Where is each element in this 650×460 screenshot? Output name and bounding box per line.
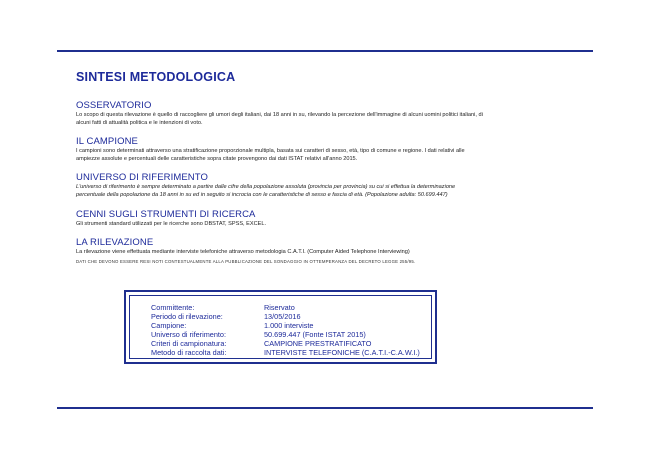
section-heading: CENNI SUGLI STRUMENTI DI RICERCA <box>76 208 256 220</box>
section-body <box>76 221 576 229</box>
summary-box <box>124 290 437 364</box>
summary-row-periodo <box>151 312 301 321</box>
section-body <box>76 148 576 163</box>
summary-label: Periodo di rilevazione: <box>151 312 223 321</box>
methodology-content <box>76 70 576 273</box>
section-rilevazione <box>76 237 576 264</box>
summary-box-inner <box>129 295 432 359</box>
section-body <box>76 249 576 257</box>
body-line: ampiezze assolute e percentuali delle caratteristiche sopra citate provengono dai dati ISTAT relativi all'anno 2015. <box>76 155 358 162</box>
section-heading: LA RILEVAZIONE <box>76 237 154 249</box>
section-body <box>76 184 576 199</box>
summary-label: Metodo di raccolta dati: <box>151 348 227 357</box>
summary-label: Committente: <box>151 303 195 312</box>
section-heading: IL CAMPIONE <box>76 136 138 148</box>
page-title: SINTESI METODOLOGICA <box>76 70 236 84</box>
body-line: I campioni sono determinati attraverso una stratificazione proporzionale multipla, basata sui caratteri di sesso, età, tipo di comune e regione. I dati relativi alle <box>76 148 465 155</box>
summary-value: INTERVISTE TELEFONICHE (C.A.T.I.-C.A.W.I.) <box>264 348 420 357</box>
section-campione <box>76 136 576 163</box>
summary-value: 1.000 interviste <box>264 321 314 330</box>
body-line: alcuni fatti di attualità politica e le intenzioni di voto. <box>76 119 203 126</box>
body-line: Gli strumenti standard utilizzati per le ricerche sono DBSTAT, SPSS, EXCEL. <box>76 220 267 227</box>
summary-label: Universo di riferimento: <box>151 330 227 339</box>
section-body <box>76 112 576 127</box>
body-line: L'universo di riferimento è sempre determinato a partire dalle cifre della popolazione assoluta (provincia per provincia) su cui si effettua la determinazione <box>76 184 456 191</box>
summary-label: Criteri di campionatura: <box>151 339 227 348</box>
summary-row-campione <box>151 321 314 330</box>
legal-disclaimer: DATI CHE DEVONO ESSERE RESI NOTI CONTESTUALMENTE ALLA PUBBLICAZIONE DEL SONDAGGIO IN OTTEMPERANZA DEL DECRETO LEGGE 255/95. <box>76 258 416 264</box>
summary-value: CAMPIONE PRESTRATIFICATO <box>264 339 372 348</box>
summary-row-criteri <box>151 339 371 348</box>
top-divider <box>57 50 593 52</box>
bottom-divider <box>57 407 593 409</box>
body-line: Lo scopo di questa rilevazione è quello di raccogliere gli umori degli italiani, dai 18 anni in su, rilevando la percezione dell'immagine di alcuni uomini politici italiani, di <box>76 112 483 118</box>
summary-value: Riservato <box>264 303 295 312</box>
section-osservatorio <box>76 100 576 127</box>
section-heading: OSSERVATORIO <box>76 100 152 111</box>
summary-value: 13/05/2016 <box>264 312 301 321</box>
body-line: percentuale della popolazione da 18 anni in su ed in seguito si incrocia con le caratteristiche di sesso e fascia di età. (Popolazione adulta: 50.699.447) <box>76 191 448 198</box>
summary-label: Campione: <box>151 321 187 330</box>
summary-row-metodo <box>151 348 420 357</box>
summary-value: 50.699.447 (Fonte ISTAT 2015) <box>264 330 366 339</box>
section-universo <box>76 172 576 199</box>
section-strumenti <box>76 209 576 229</box>
summary-row-universo <box>151 330 366 339</box>
section-heading: UNIVERSO DI RIFERIMENTO <box>76 172 208 184</box>
summary-row-committente <box>151 303 295 312</box>
body-line: La rilevazione viene effettuata mediante interviste telefoniche attraverso metodologia C.A.T.I. (Computer Aided Telephone Interviewing) <box>76 249 410 256</box>
